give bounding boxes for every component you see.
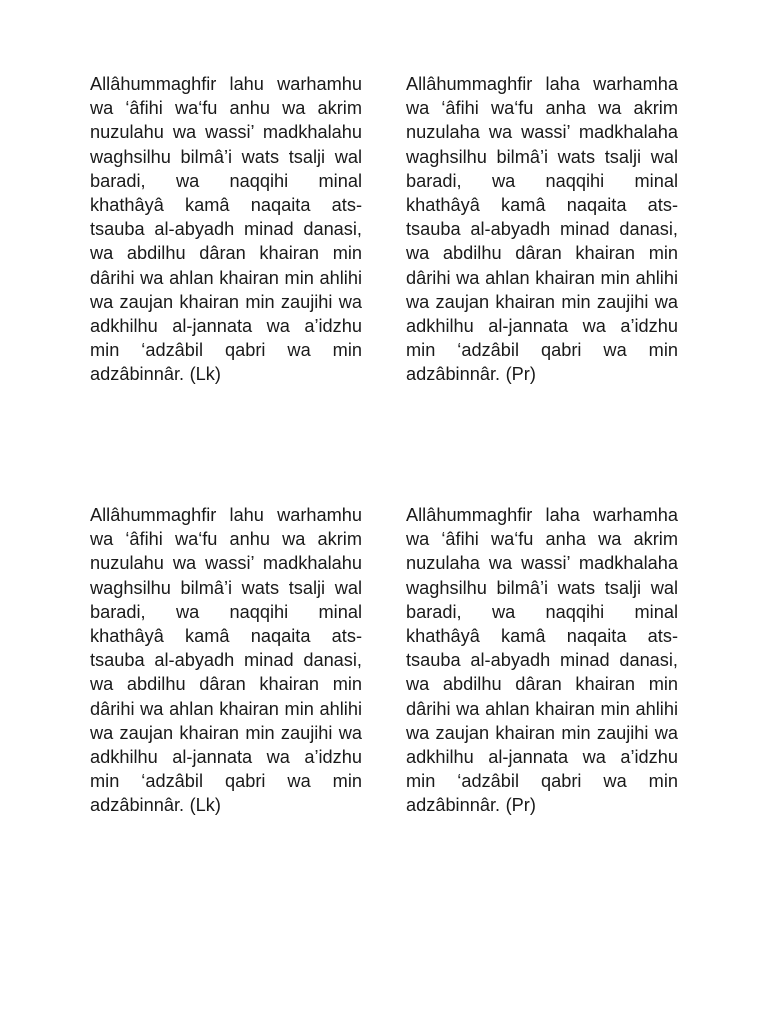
prayer-block-male-bottom xyxy=(90,503,362,818)
prayer-text: Allâhummaghfir lahu warhamhu wa ‘âfihi wa‘fu anhu wa akrim nuzulahu wa wassi’ madkhalahu waghsilhu bilmâ’i wats tsalji wal baradi, wa naqqihi minal khathâyâ kamâ naqaita ats-tsauba al-abyadh minad danasi, wa abdilhu dâran khairan min dârihi wa ahlan khairan min ahlihi wa zaujan khairan min zaujihi wa adkhilhu al-jannata wa a’idzhu min ‘adzâbil qabri wa min adzâbinnâr. (Lk) xyxy=(90,74,362,385)
prayer-block-male-top xyxy=(90,72,362,387)
prayer-text: Allâhummaghfir laha warhamha wa ‘âfihi wa‘fu anha wa akrim nuzulaha wa wassi’ madkhalaha waghsilhu bilmâ’i wats tsalji wal baradi, wa naqqihi minal khathâyâ kamâ naqaita ats-tsauba al-abyadh minad danasi, wa abdilhu dâran khairan min dârihi wa ahlan khairan min ahlihi wa zaujan khairan min zaujihi wa adkhilhu al-jannata wa a’idzhu min ‘adzâbil qabri wa min adzâbinnâr. (Pr) xyxy=(406,505,678,816)
prayer-block-female-top xyxy=(406,72,678,387)
prayer-block-female-bottom xyxy=(406,503,678,818)
prayer-text: Allâhummaghfir laha warhamha wa ‘âfihi wa‘fu anha wa akrim nuzulaha wa wassi’ madkhalaha waghsilhu bilmâ’i wats tsalji wal baradi, wa naqqihi minal khathâyâ kamâ naqaita ats-tsauba al-abyadh minad danasi, wa abdilhu dâran khairan min dârihi wa ahlan khairan min ahlihi wa zaujan khairan min zaujihi wa adkhilhu al-jannata wa a’idzhu min ‘adzâbil qabri wa min adzâbinnâr. (Pr) xyxy=(406,74,678,385)
prayer-text: Allâhummaghfir lahu warhamhu wa ‘âfihi wa‘fu anhu wa akrim nuzulahu wa wassi’ madkhalahu waghsilhu bilmâ’i wats tsalji wal baradi, wa naqqihi minal khathâyâ kamâ naqaita ats-tsauba al-abyadh minad danasi, wa abdilhu dâran khairan min dârihi wa ahlan khairan min ahlihi wa zaujan khairan min zaujihi wa adkhilhu al-jannata wa a’idzhu min ‘adzâbil qabri wa min adzâbinnâr. (Lk) xyxy=(90,505,362,816)
